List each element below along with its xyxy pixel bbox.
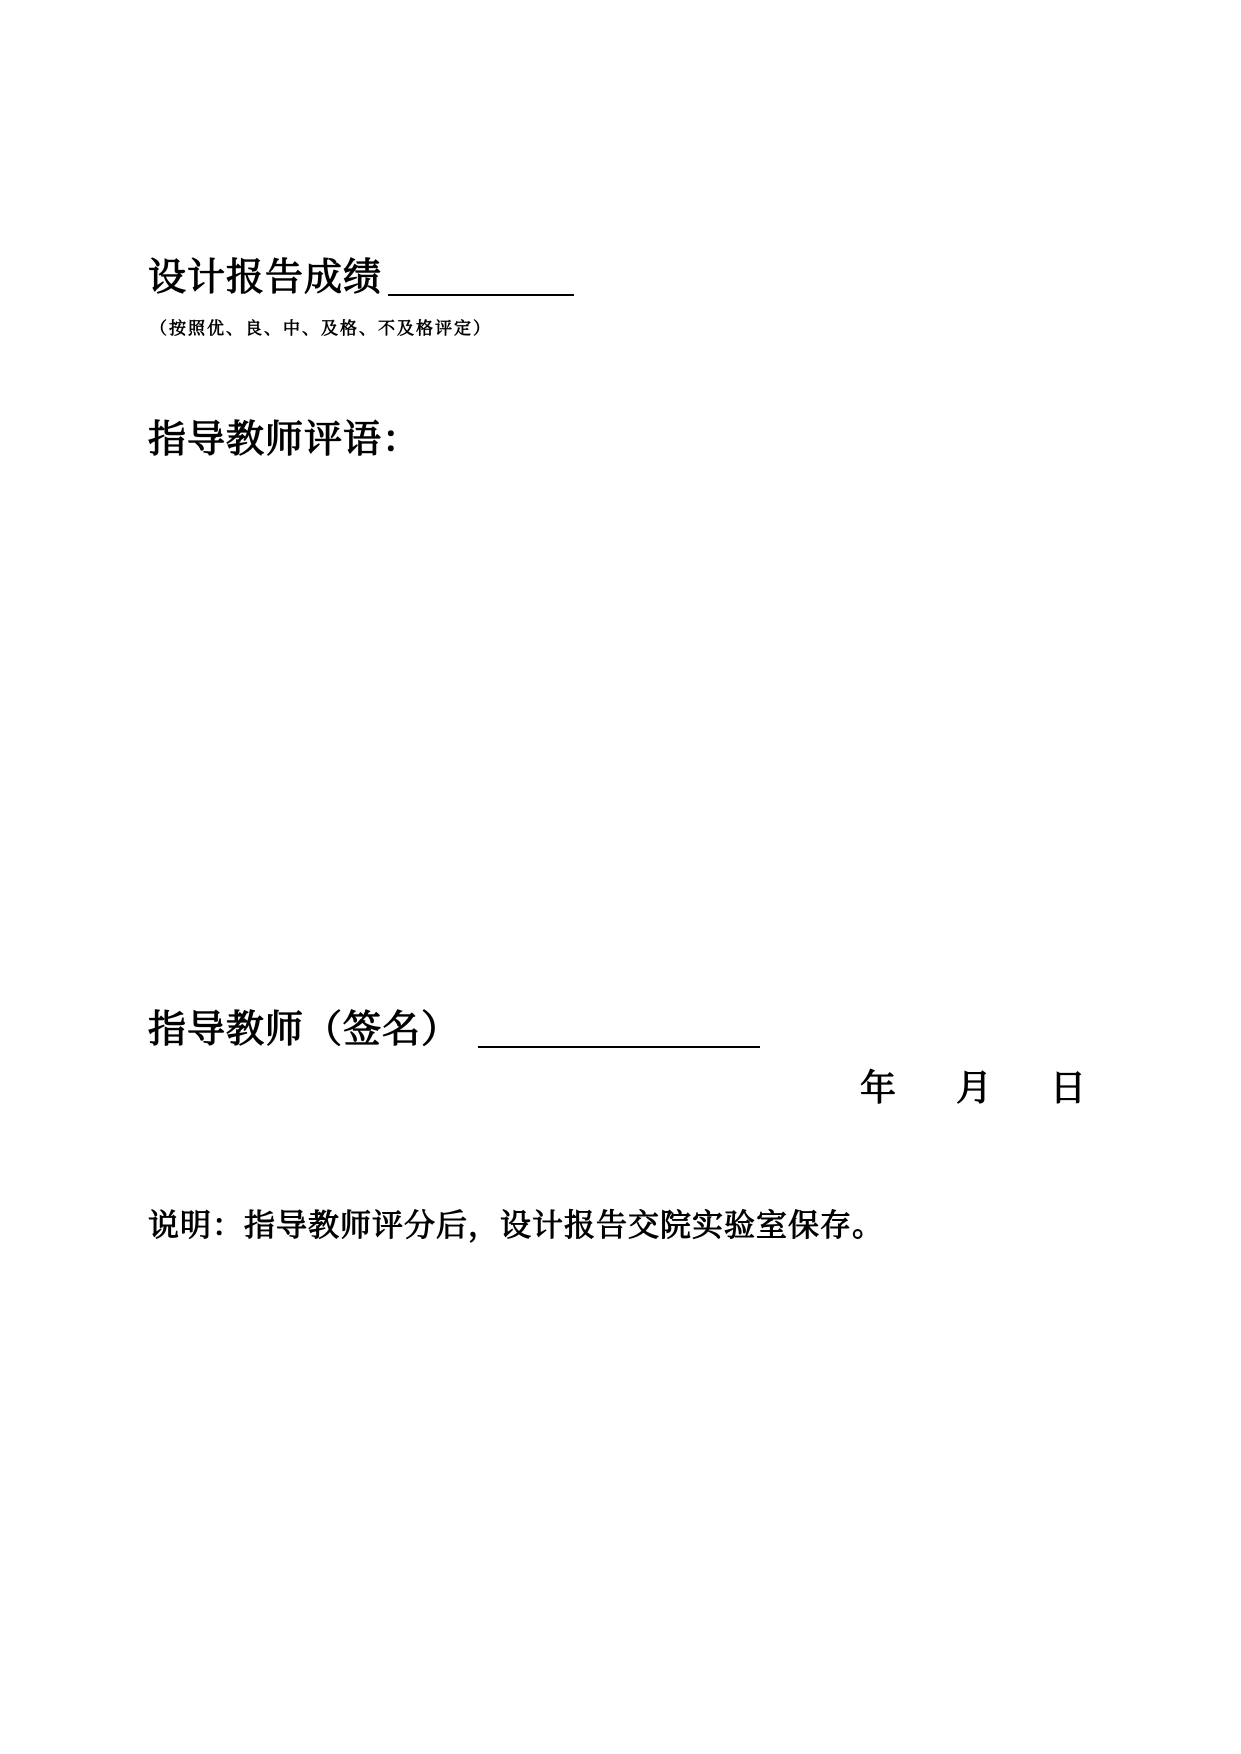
date-month-label: 月 bbox=[956, 1067, 993, 1109]
date-year-label: 年 bbox=[860, 1067, 897, 1109]
grade-row bbox=[148, 254, 574, 299]
grade-scale-note: （按照优、良、中、及格、不及格评定） bbox=[150, 319, 492, 339]
signature-label: 指导教师（签名） bbox=[148, 1006, 461, 1051]
teacher-comments-heading: 指导教师评语： bbox=[148, 416, 422, 461]
signature-row bbox=[148, 1006, 760, 1051]
date-row bbox=[860, 1067, 1090, 1114]
footer-note: 说明：指导教师评分后，设计报告交院实验室保存。 bbox=[148, 1208, 884, 1244]
grade-blank-line[interactable] bbox=[388, 254, 574, 296]
date-day-label: 日 bbox=[1050, 1067, 1087, 1109]
grade-label: 设计报告成绩 bbox=[148, 254, 383, 299]
signature-blank-line[interactable] bbox=[478, 1006, 760, 1048]
